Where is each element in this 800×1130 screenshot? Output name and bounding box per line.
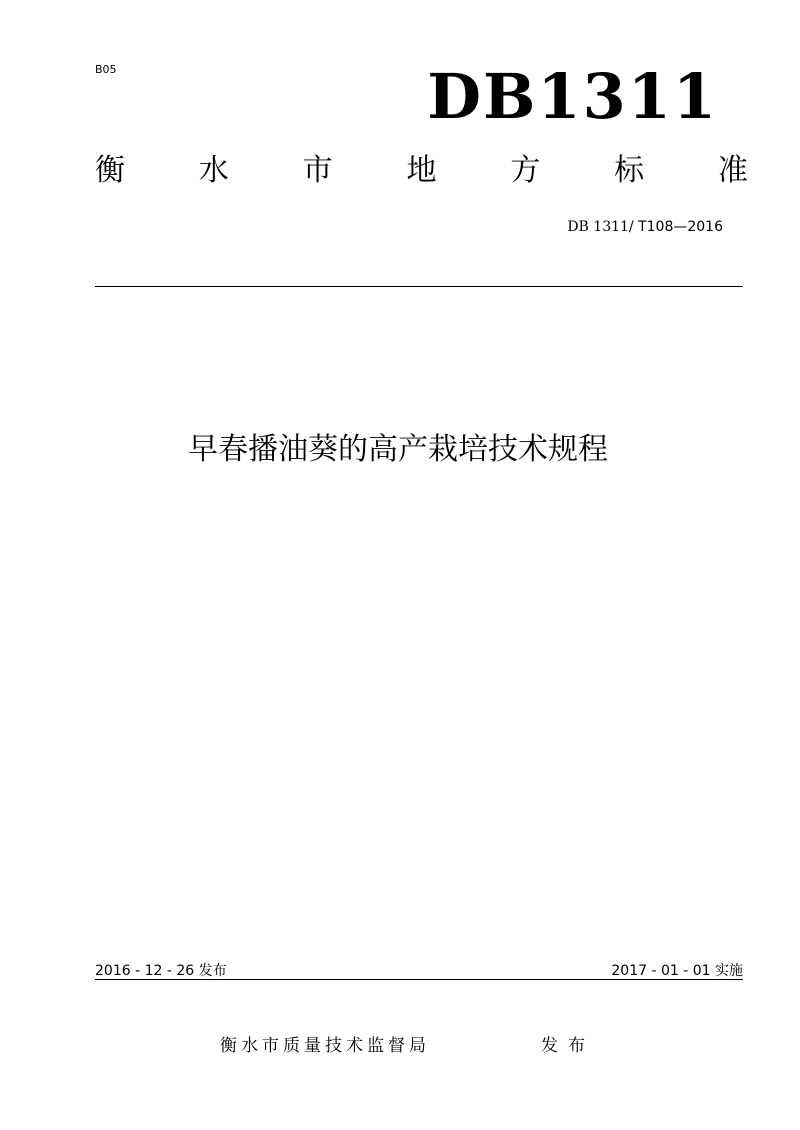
title-char: 衡 bbox=[95, 153, 125, 188]
standard-code: DB1311 bbox=[427, 60, 718, 133]
footer-divider bbox=[95, 979, 743, 980]
header-divider bbox=[95, 286, 743, 287]
standard-number bbox=[567, 219, 723, 235]
title-char: 水 bbox=[198, 153, 229, 188]
classification-code: B05 bbox=[95, 63, 117, 76]
standard-number-prefix: DB 1311 bbox=[567, 219, 629, 235]
title-char: 方 bbox=[510, 153, 541, 188]
title-char: 地 bbox=[406, 153, 437, 188]
issue-date: 2016 - 12 - 26 发布 bbox=[95, 963, 227, 979]
document-title-text: 早春播油葵的高产栽培技术规程 bbox=[188, 432, 608, 467]
standard-number-suffix: / T108—2016 bbox=[628, 219, 723, 235]
document-title bbox=[0, 432, 800, 468]
standard-type-title bbox=[95, 153, 748, 188]
title-char: 标 bbox=[614, 153, 645, 188]
issued-label: 发布 bbox=[541, 1036, 595, 1056]
title-char: 准 bbox=[717, 153, 748, 188]
issuing-authority: 衡水市质量技术监督局 bbox=[220, 1036, 430, 1056]
title-char: 市 bbox=[302, 153, 333, 188]
implementation-date: 2017 - 01 - 01 实施 bbox=[611, 963, 743, 979]
